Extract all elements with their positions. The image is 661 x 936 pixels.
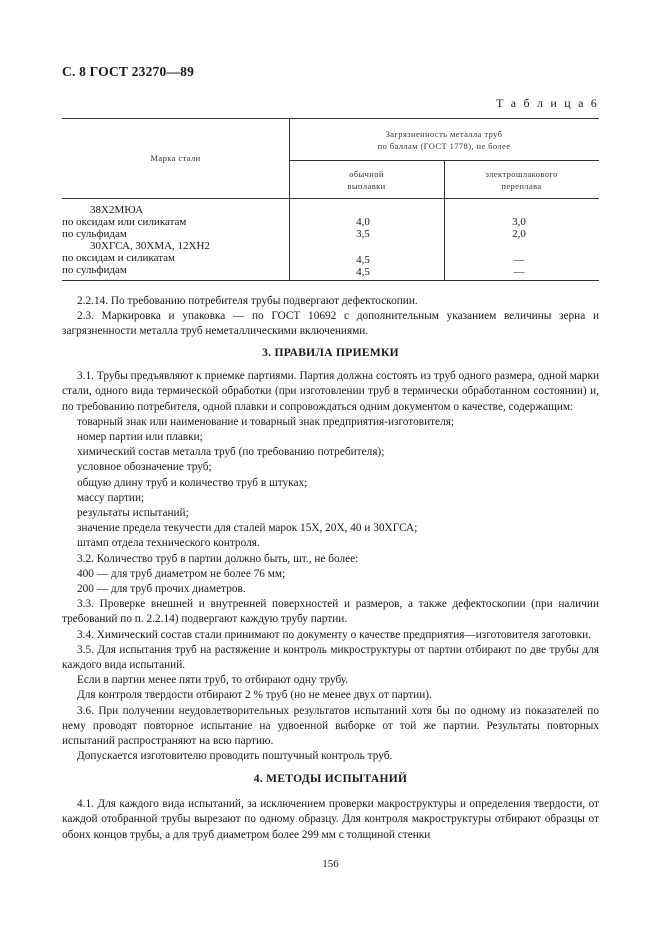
list-item: результаты испытаний; [77, 507, 189, 520]
list-item: 400 — для труб диаметром не более 76 мм; [77, 567, 286, 580]
row-label: по оксидам или силикатам [62, 216, 187, 228]
header-steel-grade: Марка стали [150, 153, 201, 163]
paragraph-3-5-a: Если в партии менее пяти труб, то отбирают одну трубу. [77, 674, 349, 687]
table-6 [62, 118, 599, 280]
body-block-3 [62, 772, 599, 843]
row-label: по сульфидам [62, 264, 127, 276]
list-item: номер партии или плавки; [77, 431, 203, 444]
list-item: условное обозначение труб; [77, 461, 212, 474]
cell-electroslag: — [513, 266, 525, 278]
section-3-heading: 3. ПРАВИЛА ПРИЕМКИ [262, 347, 399, 359]
paragraph-3-6-a: Допускается изготовителю проводить поштучный контроль труб. [77, 750, 393, 763]
page-header: С. 8 ГОСТ 23270—89 [62, 64, 195, 79]
cell-electroslag: 3,0 [512, 216, 526, 228]
row-label: 38Х2МЮА [90, 204, 144, 216]
list-item: штамп отдела технического контроля. [77, 537, 260, 550]
row-label: по оксидам и силикатам [62, 252, 176, 264]
paragraph-3-5-b: Для контроля твердости отбирают 2 % труб (но не менее двух от партии). [77, 689, 432, 702]
cell-electroslag: — [513, 254, 525, 266]
paragraph-2-3: 2.3. Маркировка и упаковка — по ГОСТ 10692 с дополнительным указанием величины зерна и загрязненности металла труб неметаллическими включениями. [62, 310, 599, 338]
header-ordinary-melting: обычной выплавки [347, 169, 386, 191]
header-contamination: Загрязненность металла труб по баллам (ГОСТ 1778), не более [377, 129, 511, 151]
header-electroslag: электрошлакового переплава [485, 169, 558, 191]
cell-electroslag: 2,0 [512, 228, 526, 240]
paragraph-3-1: 3.1. Трубы предъявляют к приемке партиями. Партия должна состоять из труб одного размера, одной марки стали, одного вида термической обработки (при изготовлении труб в термически обработанном состоянии) и, по требованию потребителя, одной плавки и сопровождаться одним документом о качестве, содержащим: [62, 370, 599, 413]
cell-ordinary: 4,0 [356, 216, 370, 228]
cell-ordinary: 3,5 [356, 228, 370, 240]
list-item: химический состав металла труб (по требованию потребителя); [77, 446, 385, 459]
cell-ordinary: 4,5 [356, 254, 370, 266]
cell-ordinary: 4,5 [356, 266, 370, 278]
list-item: массу партии; [77, 491, 145, 504]
paragraph-3-5: 3.5. Для испытания труб на растяжение и контроль микроструктуры от партии отбирают по две трубы для каждого вида испытаний. [62, 643, 599, 672]
list-item: значение предела текучести для сталей марок 15Х, 20Х, 40 и 30ХГСА; [77, 522, 418, 535]
table-top-rule [62, 118, 599, 119]
table-header-bottom-rule [62, 198, 599, 199]
row-label: по сульфидам [62, 228, 127, 240]
body-block-1 [62, 294, 599, 340]
list-item: товарный знак или наименование и товарный знак предприятия-изготовителя; [77, 415, 455, 428]
list-item: 200 — для труб прочих диаметров. [77, 583, 246, 596]
paragraph-4-1: 4.1. Для каждого вида испытаний, за исключением проверки макроструктуры и определения твердости, от каждой отобранной трубы вырезают по одному образцу. Для контроля макроструктуры отбирают образцы от обоих концов трубы, а для труб диаметром более 299 мм с толщиной стенки [62, 798, 599, 841]
table-bottom-rule [62, 280, 599, 281]
page-number: 156 [322, 858, 339, 870]
paragraph-3-2: 3.2. Количество труб в партии должно быть, шт., не более: [77, 552, 359, 565]
paragraph-3-4: 3.4. Химический состав стали принимают по документу о качестве предприятия—изготовителя заготовки. [77, 628, 592, 641]
paragraph-2-2-14: 2.2.14. По требованию потребителя трубы подвергают дефектоскопии. [77, 295, 418, 307]
paragraph-3-6: 3.6. При получении неудовлетворительных результатов испытаний хотя бы по одному из показателей по нему проводят повторное испытание на удвоенной выборке от той же партии. Результаты повторных испытаний распространяют на всю партию. [62, 704, 599, 748]
table-caption: Т а б л и ц а 6 [496, 96, 599, 110]
row-label: 30ХГСА, 30ХМА, 12ХН2 [90, 240, 210, 252]
body-block-2 [62, 346, 599, 764]
paragraph-3-3: 3.3. Проверке внешней и внутренней поверхностей и размеров, а также дефектоскопии (при наличии требований по п. 2.2.14) подвергают каждую трубу партии. [62, 598, 599, 626]
list-item: общую длину труб и количество труб в штуках; [77, 476, 308, 489]
section-4-heading: 4. МЕТОДЫ ИСПЫТАНИЙ [253, 773, 408, 785]
